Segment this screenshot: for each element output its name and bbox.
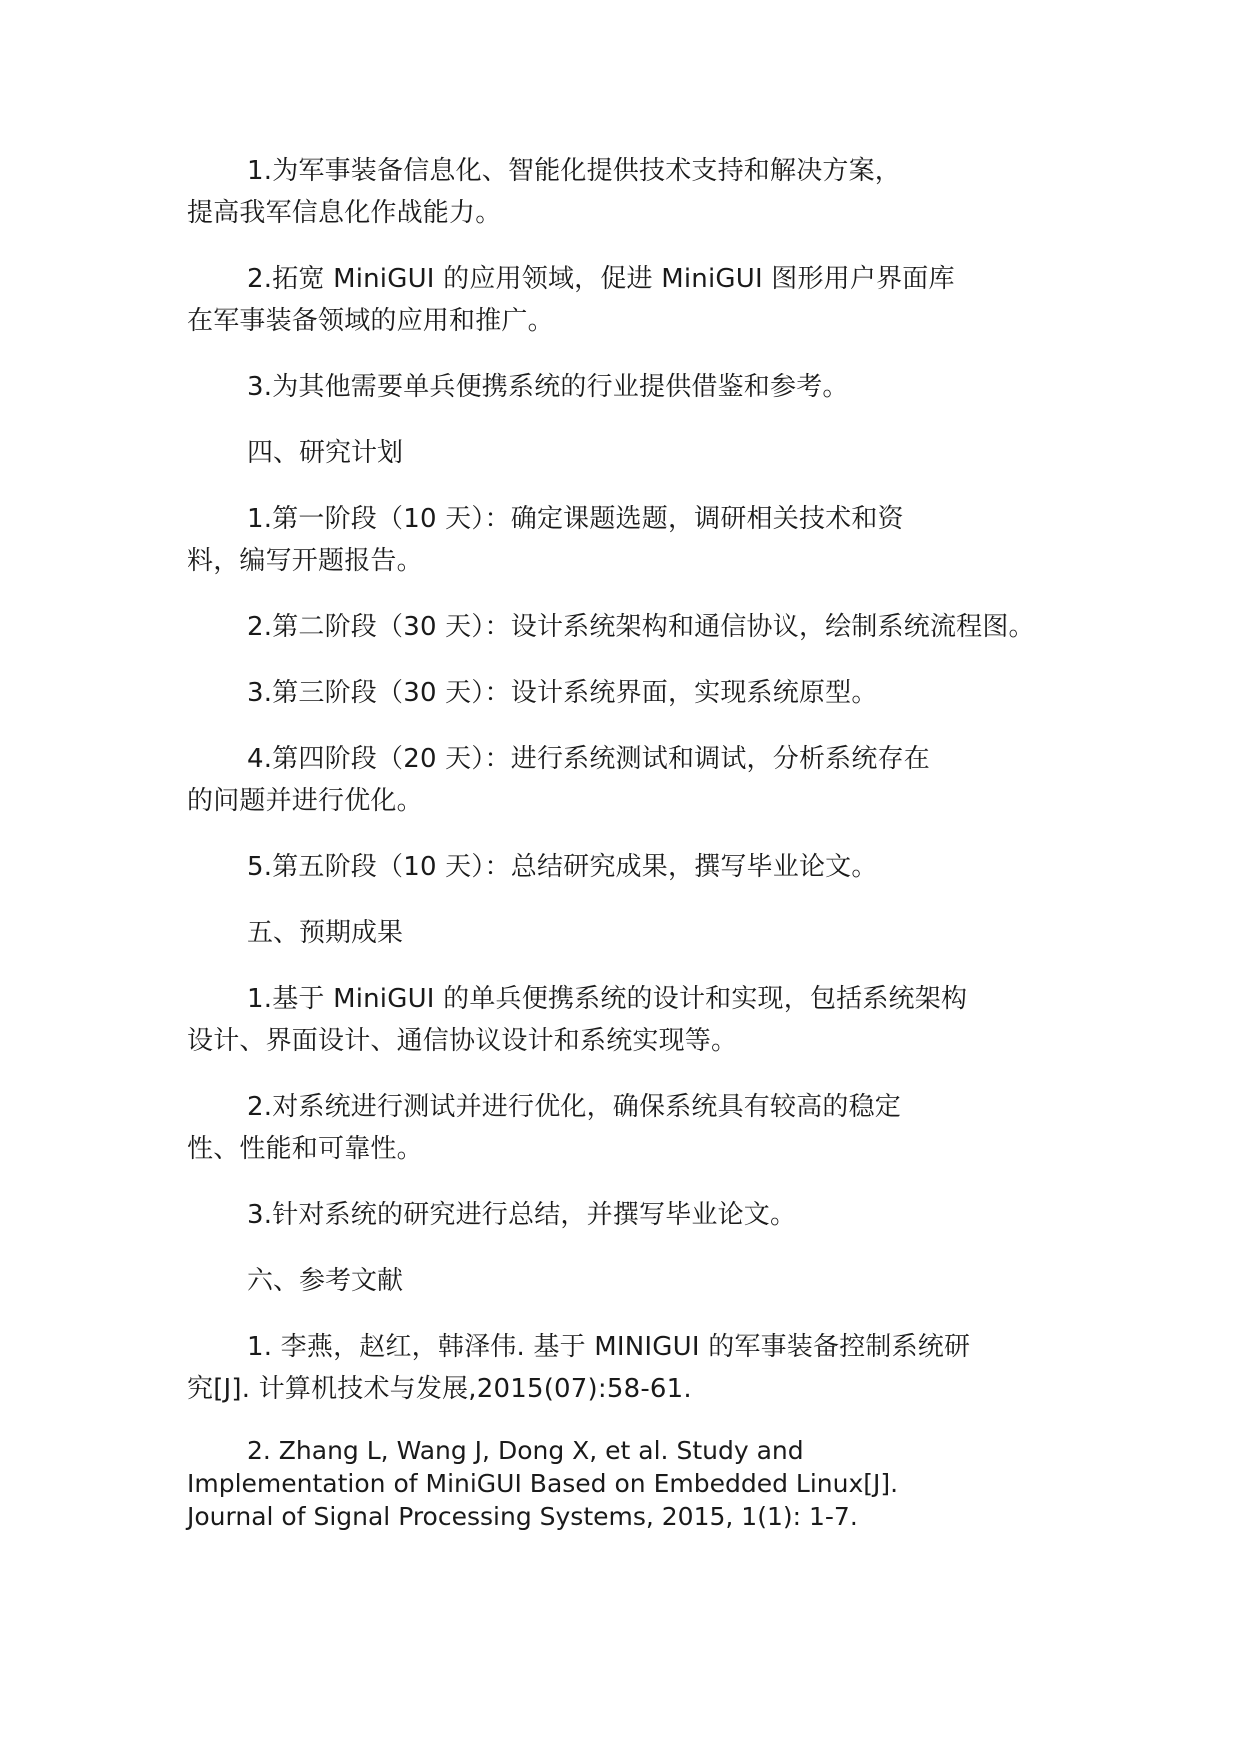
section-heading-references: 六、参考文献 xyxy=(247,1266,404,1296)
plan-item-4: 4.第四阶段（20 天）：进行系统测试和调试，分析系统存在的问题并进行优化。 xyxy=(187,744,930,816)
outcome-item-3: 3.针对系统的研究进行总结，并撰写毕业论文。 xyxy=(247,1200,797,1230)
reference-item-2: 2. Zhang L, Wang J, Dong X, et al. Study and Implementation of MiniGUI Based on Embedded Linux[J]. Journal of Signal Processing Systems, 2015, 1(1): 1-7. xyxy=(187,1436,899,1531)
plan-item-2: 2.第二阶段（30 天）：设计系统架构和通信协议，绘制系统流程图。 xyxy=(247,612,1035,642)
plan-item-3: 3.第三阶段（30 天）：设计系统界面，实现系统原型。 xyxy=(247,678,878,708)
significance-item-2: 2.拓宽 MiniGUI 的应用领域，促进 MiniGUI 图形用户界面库在军事装备领域的应用和推广。 xyxy=(187,264,955,336)
plan-item-5: 5.第五阶段（10 天）：总结研究成果，撰写毕业论文。 xyxy=(247,852,878,882)
section-heading-plan: 四、研究计划 xyxy=(247,438,404,468)
reference-item-1: 1. 李燕，赵红，韩泽伟. 基于 MINIGUI 的军事装备控制系统研究[J]. 计算机技术与发展,2015(07):58-61. xyxy=(187,1332,971,1404)
significance-item-1: 1.为军事装备信息化、智能化提供技术支持和解决方案，提高我军信息化作战能力。 xyxy=(187,156,902,228)
document-body xyxy=(187,150,1072,1533)
significance-item-3: 3.为其他需要单兵便携系统的行业提供借鉴和参考。 xyxy=(247,372,849,402)
section-heading-outcomes: 五、预期成果 xyxy=(247,918,404,948)
outcome-item-1: 1.基于 MiniGUI 的单兵便携系统的设计和实现，包括系统架构设计、界面设计、通信协议设计和系统实现等。 xyxy=(187,984,968,1056)
plan-item-1: 1.第一阶段（10 天）：确定课题选题，调研相关技术和资料，编写开题报告。 xyxy=(187,504,904,576)
outcome-item-2: 2.对系统进行测试并进行优化，确保系统具有较高的稳定性、性能和可靠性。 xyxy=(187,1092,902,1164)
